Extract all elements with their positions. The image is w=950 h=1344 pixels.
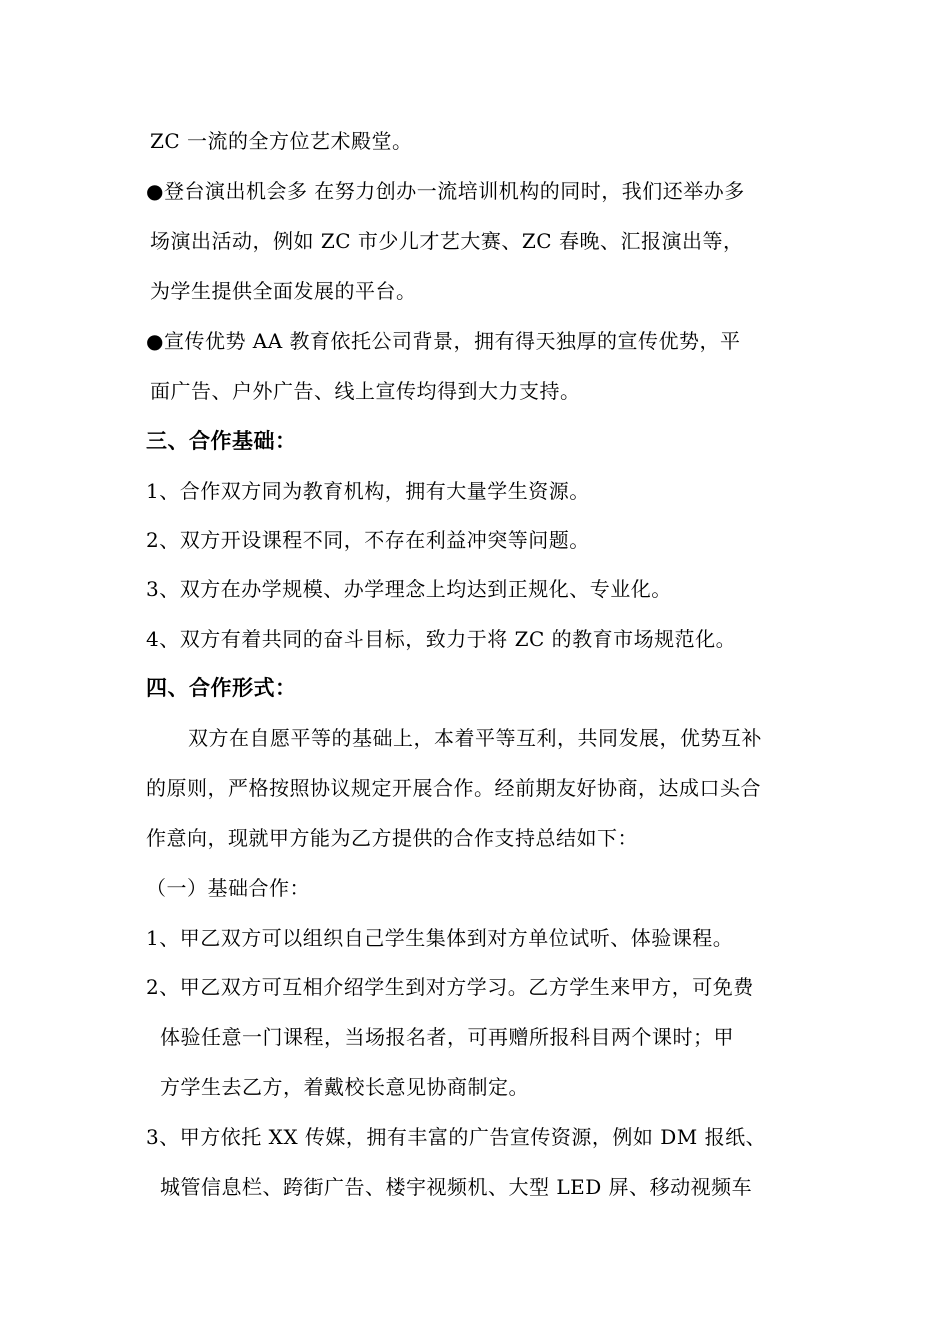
paragraph-line-3: 作意向，现就甲方能为乙方提供的合作支持总结如下： — [146, 826, 638, 850]
list-item-coop-2-cont-2: 方学生去乙方，着戴校长意见协商制定。 — [160, 1075, 529, 1099]
list-item-coop-3-cont-1: 城管信息栏、跨街广告、楼宇视频机、大型 LED 屏、移动视频车 — [160, 1175, 753, 1199]
subheading-basic-cooperation: （一）基础合作： — [146, 876, 310, 900]
list-item-coop-2-cont-1: 体验任意一门课程，当场报名者，可再赠所报科目两个课时；甲 — [160, 1025, 734, 1049]
paragraph-line-1: 双方在自愿平等的基础上，本着平等互利，共同发展，优势互补 — [188, 726, 762, 750]
text-line-4: 为学生提供全面发展的平台。 — [150, 279, 417, 303]
list-item-coop-2: 2、甲乙双方可互相介绍学生到对方学习。乙方学生来甲方，可免费 — [146, 975, 754, 999]
paragraph-line-2: 的原则，严格按照协议规定开展合作。经前期友好协商，达成口头合 — [146, 776, 761, 800]
text-line-6: 面广告、户外广告、线上宣传均得到大力支持。 — [150, 379, 581, 403]
bullet-performance: ●登台演出机会多 在努力创办一流培训机构的同时，我们还举办多 — [146, 179, 745, 203]
list-item-basis-3: 3、双方在办学规模、办学理念上均达到正规化、专业化。 — [146, 577, 672, 601]
list-item-coop-1: 1、甲乙双方可以组织自己学生集体到对方单位试听、体验课程。 — [146, 926, 734, 950]
bullet-publicity: ●宣传优势 AA 教育依托公司背景，拥有得天独厚的宣传优势，平 — [146, 329, 741, 353]
list-item-coop-3: 3、甲方依托 XX 传媒，拥有丰富的广告宣传资源，例如 DM 报纸、 — [146, 1125, 767, 1149]
section-heading-cooperation-form: 四、合作形式： — [146, 675, 297, 700]
text-line-1: ZC 一流的全方位艺术殿堂。 — [150, 129, 413, 153]
list-item-basis-4: 4、双方有着共同的奋斗目标，致力于将 ZC 的教育市场规范化。 — [146, 627, 737, 651]
text-line-3: 场演出活动，例如 ZC 市少儿才艺大赛、ZC 春晚、汇报演出等， — [150, 229, 744, 253]
list-item-basis-1: 1、合作双方同为教育机构，拥有大量学生资源。 — [146, 479, 590, 503]
list-item-basis-2: 2、双方开设课程不同，不存在利益冲突等问题。 — [146, 528, 590, 552]
section-heading-cooperation-basis: 三、合作基础： — [146, 428, 297, 453]
